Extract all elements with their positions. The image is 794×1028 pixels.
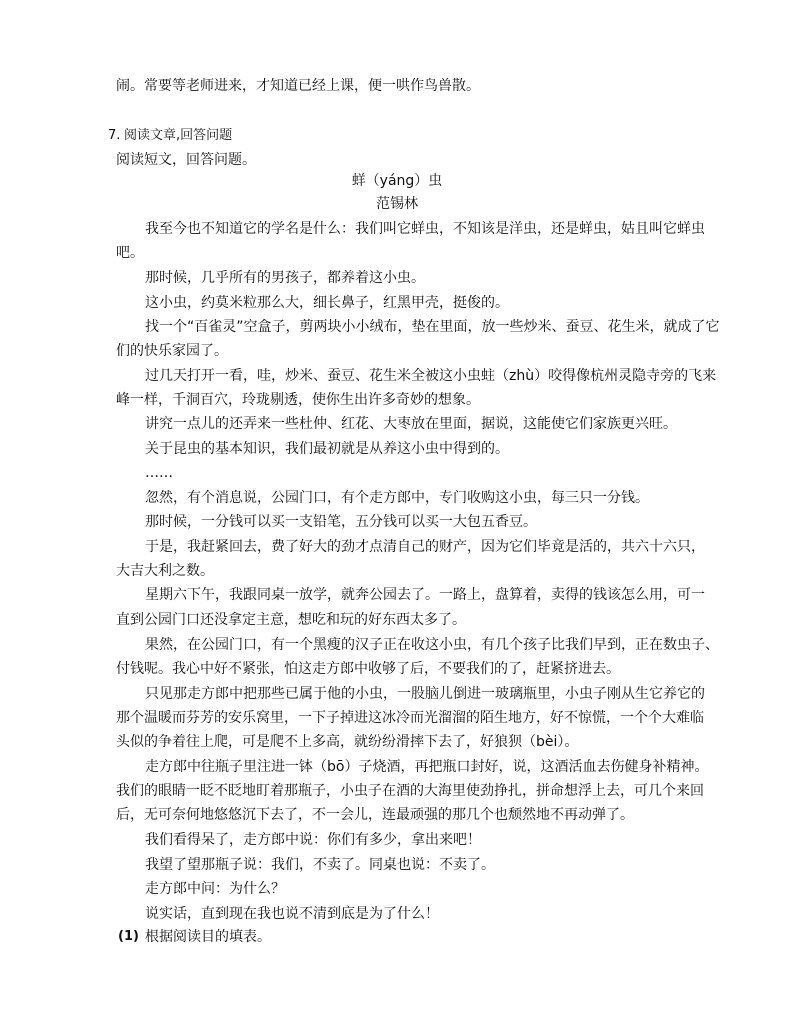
article-line: 那个温暖而芬芳的安乐窝里，一下子掉进这冰冷而光溜溜的陌生地方，好不惊慌，一个个大难临 [116,710,704,726]
article-line: 直到公园门口还没拿定主意，想吃和玩的好东西太多了。 [116,612,466,628]
question-instruction: 阅读短文，回答问题。 [116,152,256,168]
article-line: 我至今也不知道它的学名是什么：我们叫它蛘虫，不知该是洋虫，还是蛘虫，姑且叫它蛘虫 [145,221,705,237]
article-title: 蛘（yáng）虫 [351,173,443,189]
sub-question-text: 根据阅读目的填表。 [145,929,271,945]
article-line: 吧。 [116,245,144,261]
question-title: 阅读文章,回答问题 [124,128,233,143]
ellipsis-line: …… [145,465,173,481]
article-line: 后，无可奈何地悠悠沉下去了，不一会儿，连最顽强的那几个也颓然地不再动弹了。 [116,807,634,823]
article-line: 我们的眼睛一眨不眨地盯着那瓶子，小虫子在酒的大海里使劲挣扎，拼命想浮上去，可几个来回 [116,783,704,799]
article-line: 大吉大利之数。 [116,563,214,579]
question-number: 7. [108,128,121,143]
article-line: 走方郎中往瓶子里注进一钵（bō）子烧酒，再把瓶口封好，说，这酒活血去伤健身补精神。 [145,759,709,775]
article-line: 星期六下午，我跟同桌一放学，就奔公园去了。一路上，盘算着，卖得的钱该怎么用，可一 [145,587,705,603]
article-line: 我望了望那瓶子说：我们，不卖了。同桌也说：不卖了。 [145,857,495,873]
article-line: 果然，在公园门口，有一个黑瘦的汉子正在收这小虫，有几个孩子比我们早到，正在数虫子、 [145,637,719,653]
article-line: 关于昆虫的基本知识，我们最初就是从养这小虫中得到的。 [145,441,509,457]
top-paragraph: 闹。常要等老师进来，才知道已经上课，便一哄作鸟兽散。 [116,78,480,94]
article-line: 过几天打开一看，哇，炒米、蚕豆、花生米全被这小虫蛀（zhù）咬得像杭州灵隐寺旁的飞来 [145,368,717,384]
article-line: 走方郎中问：为什么？ [145,881,285,897]
article-line: 那时候，几乎所有的男孩子，都养着这小虫。 [145,270,425,286]
article-line: 讲究一点儿的还弄来一些杜仲、红花、大枣放在里面，据说，这能使它们家族更兴旺。 [145,416,677,432]
article-line: 于是，我赶紧回去，费了好大的劲才点清自己的财产，因为它们毕竟是活的，共六十六只， [145,539,705,555]
article-line: 说实话，直到现在我也说不清到底是为了什么！ [145,906,439,922]
article-line: 我们看得呆了，走方郎中说：你们有多少，拿出来吧！ [145,832,481,848]
article-line: 头似的争着往上爬，可是爬不上多高，就纷纷滑摔下去了，好狼狈（bèi）。 [116,734,579,750]
article-line: 忽然，有个消息说，公园门口，有个走方郎中，专门收购这小虫，每三只一分钱。 [145,490,649,506]
article-line: 们的快乐家园了。 [116,343,228,359]
article-line: 找一个“百雀灵”空盒子，剪两块小小绒布，垫在里面，放一些炒米、蚕豆、花生米，就成了它 [145,319,720,335]
article-line: 这小虫，约莫米粒那么大，细长鼻子，红黑甲壳，挺俊的。 [145,295,509,311]
article-line: 只见那走方郎中把那些已属于他的小虫，一股脑儿倒进一玻璃瓶里，小虫子刚从生它养它的 [145,686,705,702]
article-line: 那时候，一分钱可以买一支铅笔，五分钱可以买一大包五香豆。 [145,514,537,530]
article-author: 范锡林 [376,196,418,212]
article-line: 付钱呢。我心中好不紧张，怕这走方郎中收够了后，不要我们的了，赶紧挤进去。 [116,661,620,677]
article-line: 峰一样，千洞百穴，玲珑剔透，使你生出许多奇妙的想象。 [116,392,480,408]
sub-question-number: (1) [118,929,139,944]
